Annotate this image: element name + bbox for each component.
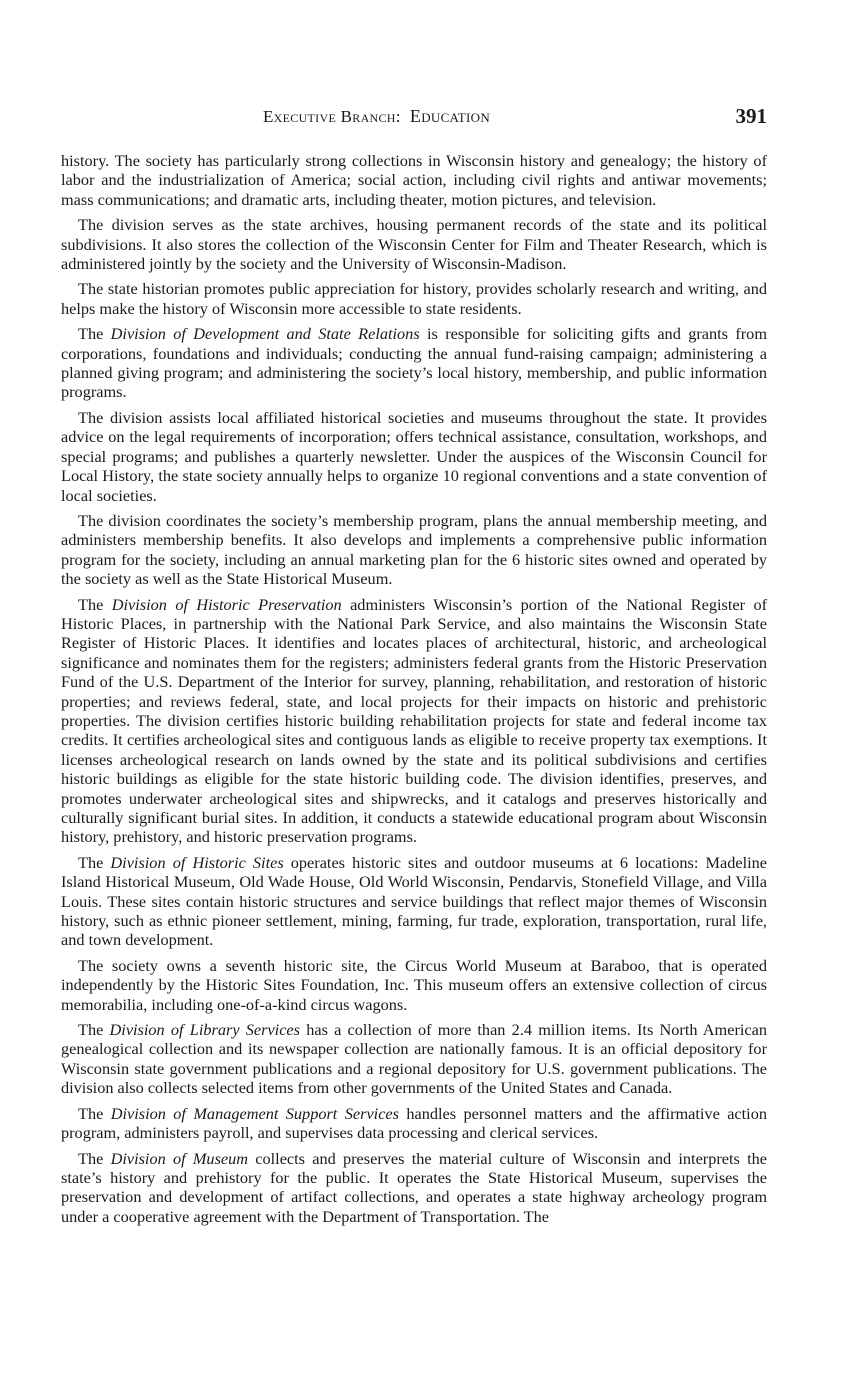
- paragraph: The Division of Historic Sites operates historic sites and outdoor museums at 6 locations: Madeline Island Historical Museum, Old Wade House, Old World Wisconsin, Pendarvis, Stonefield Village, and Villa Louis. These sites contain historic structures and service buildings that reflect major themes of Wisconsin history, such as ethnic pioneer settlement, mining, farming, fur trade, exploration, transportation, rural life, and town development.: [61, 852, 767, 950]
- division-name: Division of Management Support Services: [110, 1103, 399, 1123]
- division-name: Division of Development and State Relations: [110, 324, 420, 344]
- page-header: [0, 104, 859, 134]
- paragraph: history. The society has particularly strong collections in Wisconsin history and genealogy; the history of labor and the industrialization of America; social action, including civil rights and antiwar movements; mass communications; and dramatic arts, including theater, motion pictures, and television.: [61, 151, 767, 209]
- paragraph: The division coordinates the society’s membership program, plans the annual membership meeting, and administers membership benefits. It also develops and implements a comprehensive public information program for the society, including an annual marketing plan for the 6 historic sites owned and operated by the society as well as the State Historical Museum.: [61, 510, 767, 589]
- running-head-section: Executive Branch:: [263, 107, 401, 126]
- paragraph: The Division of Historic Preservation administers Wisconsin’s portion of the National Register of Historic Places, in partnership with the National Park Service, and also maintains the Wisconsin State Register of Historic Places. It identifies and locates places of architectural, historic, and archeological significance and nominates them for the registers; administers federal grants from the Historic Preservation Fund of the U.S. Department of the Interior for survey, planning, rehabilitation, and restoration of historic properties; and reviews federal, state, and local projects for their impacts on historic and prehistoric properties. The division certifies historic building rehabilitation projects for state and federal income tax credits. It certifies archeological sites and contiguous lands as eligible to receive property tax exemptions. It licenses archeological research on lands owned by the state and its political subdivisions and certifies historic buildings as eligible for the state historic building code. The division identifies, preserves, and promotes underwater archeological sites and shipwrecks, and it catalogs and preserves historically and culturally significant burial sites. In addition, it conducts a statewide educational program about Wisconsin history, prehistory, and historic preservation programs.: [61, 594, 768, 847]
- paragraph: The state historian promotes public appreciation for history, provides scholarly research and writing, and helps make the history of Wisconsin more accessible to state residents.: [61, 279, 767, 318]
- running-head: [263, 106, 490, 127]
- paragraph: The division assists local affiliated historical societies and museums throughout the state. It provides advice on the legal requirements of incorporation; offers technical assistance, consultation, workshops, and special programs; and publishes a quarterly newsletter. Under the auspices of the Wisconsin Council for Local History, the state society annually helps to organize 10 regional conventions and a state convention of local societies.: [61, 407, 767, 505]
- running-head-topic: Education: [409, 106, 491, 126]
- body-text: [61, 151, 767, 1232]
- division-name: Division of Museum: [110, 1148, 249, 1168]
- paragraph: The Division of Management Support Services handles personnel matters and the affirmative action program, administers payroll, and supervises data processing and clerical services.: [61, 1103, 767, 1143]
- paragraph: The society owns a seventh historic site, the Circus World Museum at Baraboo, that is operated independently by the Historic Sites Foundation, Inc. This museum offers an extensive collection of circus memorabilia, including one-of-a-kind circus wagons.: [61, 955, 767, 1014]
- paragraph: The Division of Development and State Relations is responsible for soliciting gifts and grants from corporations, foundations and individuals; conducting the annual fund-raising campaign; administering a planned giving program; and administering the society’s local history, membership, and public information programs.: [61, 324, 767, 402]
- division-name: Division of Historic Sites: [110, 852, 284, 872]
- page-number: 391: [735, 104, 767, 128]
- division-name: Division of Library Services: [109, 1020, 300, 1040]
- paragraph: The Division of Museum collects and preserves the material culture of Wisconsin and interprets the state’s history and prehistory for the public. It operates the State Historical Museum, supervises the preservation and development of artifact collections, and operates a state highway archeology program under a cooperative agreement with the Department of Transportation. The: [61, 1148, 768, 1226]
- division-name: Division of Historic Preservation: [111, 594, 342, 614]
- paragraph: The Division of Library Services has a collection of more than 2.4 million items. Its North American genealogical collection and its newspaper collection are nationally famous. It is an official depository for Wisconsin state government publications and a regional depository for U.S. government publications. The division also collects selected items from other governments of the United States and Canada.: [61, 1020, 767, 1098]
- paragraph: The division serves as the state archives, housing permanent records of the state and its political subdivisions. It also stores the collection of the Wisconsin Center for Film and Theater Research, which is administered jointly by the society and the University of Wisconsin-Madison.: [61, 215, 767, 274]
